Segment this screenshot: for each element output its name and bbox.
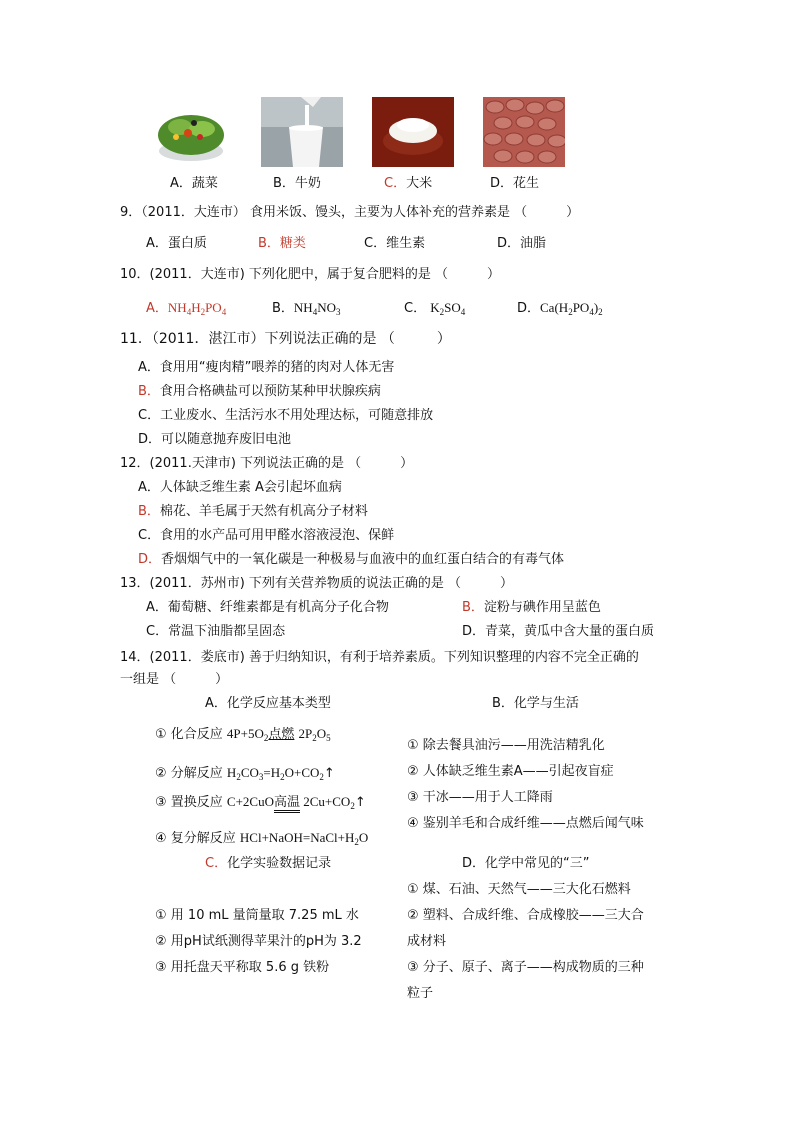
q14-d-item-3: ③ 分子、原子、离子——构成物质的三种 xyxy=(407,960,644,975)
q14-d-item-3-cont: 粒子 xyxy=(407,986,434,1001)
q12-option-a: A．人体缺乏维生素 A会引起坏血病 xyxy=(138,480,342,495)
q9-option-c: C．维生素 xyxy=(364,236,426,251)
q8-option-b: B．牛奶 xyxy=(273,176,321,191)
q13-option-d: D．青菜，黄瓜中含大量的蛋白质 xyxy=(462,624,655,639)
q14-a-item-1: ① 化合反应 $4P+5O_2$点燃 $2P_2O_5$ xyxy=(155,726,331,743)
q14-block-d-title: D．化学中常见的“三” xyxy=(462,856,590,871)
q11-option-b: B．食用合格碘盐可以预防某种甲状腺疾病 xyxy=(138,384,381,399)
q12-option-d: D．香烟烟气中的一氧化碳是一种极易与血液中的血红蛋白结合的有毒气体 xyxy=(138,552,565,567)
q14-b-item-4: ④ 鉴别羊毛和合成纤维——点燃后闻气味 xyxy=(407,816,644,831)
q11-option-a: A．食用用“瘦肉精”喂养的猪的肉对人体无害 xyxy=(138,360,395,375)
q12-stem: 12．(2011.天津市) 下列说法正确的是 （ ） xyxy=(120,456,414,471)
q14-block-c-title: C．化学实验数据记录 xyxy=(205,856,332,871)
q9-option-b: B．糖类 xyxy=(258,236,306,251)
vegetable-salad-image xyxy=(150,97,232,167)
milk-image xyxy=(261,97,343,167)
q8-option-c: C．大米 xyxy=(384,176,433,191)
rice-image xyxy=(372,97,454,167)
q11-option-c: C．工业废水、生活污水不用处理达标，可随意排放 xyxy=(138,408,434,423)
q10-option-b: B．$NH_4NO_3$ xyxy=(272,300,341,317)
q14-b-item-1: ① 除去餐具油污——用洗洁精乳化 xyxy=(407,738,605,753)
q10-stem: 10．(2011．大连市) 下列化肥中，属于复合肥料的是 （ ） xyxy=(120,267,501,282)
q14-block-a-title: A．化学反应基本类型 xyxy=(205,696,331,711)
q14-a-item-3: ③ 置换反应 C+2CuO高温 $2Cu+CO_2↑$ xyxy=(155,794,366,811)
q14-d-item-1: ① 煤、石油、天然气——三大化石燃料 xyxy=(407,882,631,897)
q9-option-a: A．蛋白质 xyxy=(146,236,207,251)
q14-stem-line2: 一组是 （ ） xyxy=(120,672,229,687)
q11-stem: 11．（2011．湛江市）下列说法正确的是 （ ） xyxy=(120,331,451,347)
q14-a-item-4: ④ 复分解反应 $HCl+NaOH=NaCl+H_2O$ xyxy=(155,830,369,847)
q14-b-item-3: ③ 干冰——用于人工降雨 xyxy=(407,790,553,805)
q14-c-item-3: ③ 用托盘天平称取 5.6 g 铁粉 xyxy=(155,960,330,975)
q13-option-a: A．葡萄糖、纤维素都是有机高分子化合物 xyxy=(146,600,389,615)
q8-option-a: A．蔬菜 xyxy=(170,176,218,191)
q8-option-d: D．花生 xyxy=(490,176,540,191)
q10-option-a: A．$NH_4H_2PO_4$ xyxy=(146,300,227,317)
q12-option-c: C．食用的水产品可用甲醛水溶液浸泡、保鲜 xyxy=(138,528,395,543)
q14-c-item-1: ① 用 10 mL 量筒量取 7.25 mL 水 xyxy=(155,908,359,923)
q10-option-d: D．$Ca(H_2PO_4)_2$ xyxy=(517,300,603,317)
q13-stem: 13．(2011．苏州市) 下列有关营养物质的说法正确的是 （ ） xyxy=(120,576,514,591)
q11-option-d: D．可以随意抛弃废旧电池 xyxy=(138,432,292,447)
q13-option-b: B．淀粉与碘作用呈蓝色 xyxy=(462,600,601,615)
q10-option-c: C． $K_2SO_4$ xyxy=(404,300,466,317)
q14-b-item-2: ② 人体缺乏维生素A——引起夜盲症 xyxy=(407,764,614,779)
q9-option-d: D．油脂 xyxy=(497,236,547,251)
q14-block-b-title: B．化学与生活 xyxy=(492,696,579,711)
q9-stem: 9．（2011．大连市） 食用米饭、馒头，主要为人体补充的营养素是 （ ） xyxy=(120,205,580,220)
q14-c-item-2: ② 用pH试纸测得苹果汁的pH为 3.2 xyxy=(155,934,362,949)
peanut-image xyxy=(483,97,565,167)
q14-d-item-2: ② 塑料、合成纤维、合成橡胶——三大合 xyxy=(407,908,644,923)
q12-option-b: B．棉花、羊毛属于天然有机高分子材料 xyxy=(138,504,368,519)
q13-option-c: C．常温下油脂都呈固态 xyxy=(146,624,286,639)
q14-a-item-2: ② 分解反应 $H_2CO_3=H_2O+CO_2↑$ xyxy=(155,765,335,782)
q14-d-item-2-cont: 成材料 xyxy=(407,934,447,949)
q14-stem: 14．(2011．娄底市) 善于归纳知识，有利于培养素质。下列知识整理的内容不完全正确的 xyxy=(120,650,639,665)
